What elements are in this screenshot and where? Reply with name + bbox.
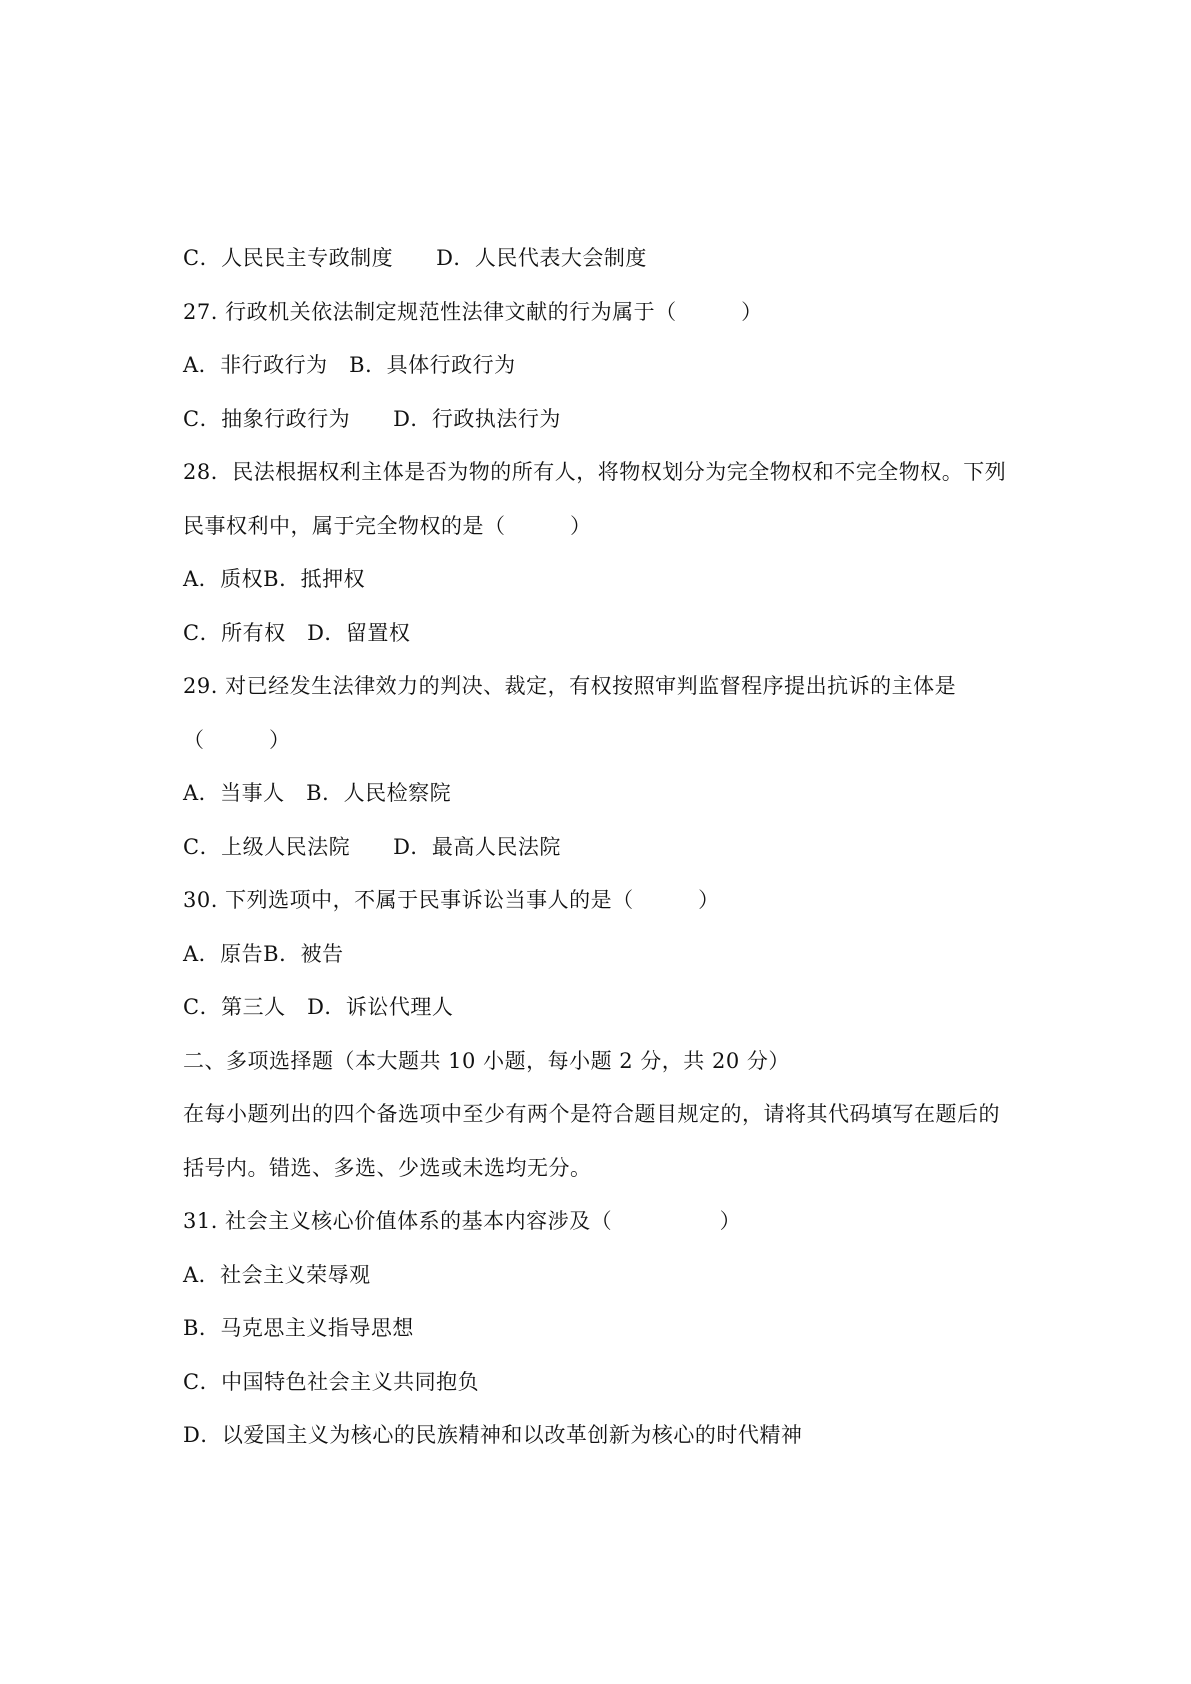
option-line-q29-ab: A．当事人 B．人民检察院 [183,781,452,805]
question-28-part2: 民事权利中，属于完全物权的是（ ） [183,513,592,538]
section-heading-multiple-choice: 二、多项选择题（本大题共 10 小题，每小题 2 分，共 20 分） [183,1048,790,1073]
section-instructions-part1: 在每小题列出的四个备选项中至少有两个是符合题目规定的，请将其代码填写在题后的 [183,1102,1000,1126]
question-29-part1: 29. 对已经发生法律效力的判决、裁定，有权按照审判监督程序提出抗诉的主体是 [183,674,957,698]
question-29-part2: （ ） [183,727,291,752]
option-line-q28-ab: A．质权B．抵押权 [183,567,366,591]
section-instructions-part2: 括号内。错选、多选、少选或未选均无分。 [183,1155,592,1180]
option-q31-a: A．社会主义荣辱观 [183,1262,371,1287]
question-30: 30. 下列选项中，不属于民事诉讼当事人的是（ ） [183,888,720,912]
option-line-q27-cd: C．抽象行政行为 D．行政执法行为 [183,406,561,431]
question-27: 27. 行政机关依法制定规范性法律文献的行为属于（ ） [183,299,763,324]
document-page [183,232,1023,1463]
question-31: 31. 社会主义核心价值体系的基本内容涉及（ ） [183,1209,742,1233]
option-line-q28-cd: C．所有权 D．留置权 [183,620,411,645]
option-q31-b: B．马克思主义指导思想 [183,1316,414,1340]
option-q31-d: D．以爱国主义为核心的民族精神和以改革创新为核心的时代精神 [183,1423,803,1447]
option-line-q30-cd: C．第三人 D．诉讼代理人 [183,995,454,1019]
option-q31-c: C．中国特色社会主义共同抱负 [183,1369,480,1394]
option-line-q29-cd: C．上级人民法院 D．最高人民法院 [183,834,561,859]
option-line-q30-ab: A．原告B．被告 [183,941,344,966]
option-line-q26-cd: C．人民民主专政制度 D．人民代表大会制度 [183,246,647,270]
question-28-part1: 28．民法根据权利主体是否为物的所有人，将物权划分为完全物权和不完全物权。下列 [183,460,1007,484]
option-line-q27-ab: A．非行政行为 B．具体行政行为 [183,353,516,377]
